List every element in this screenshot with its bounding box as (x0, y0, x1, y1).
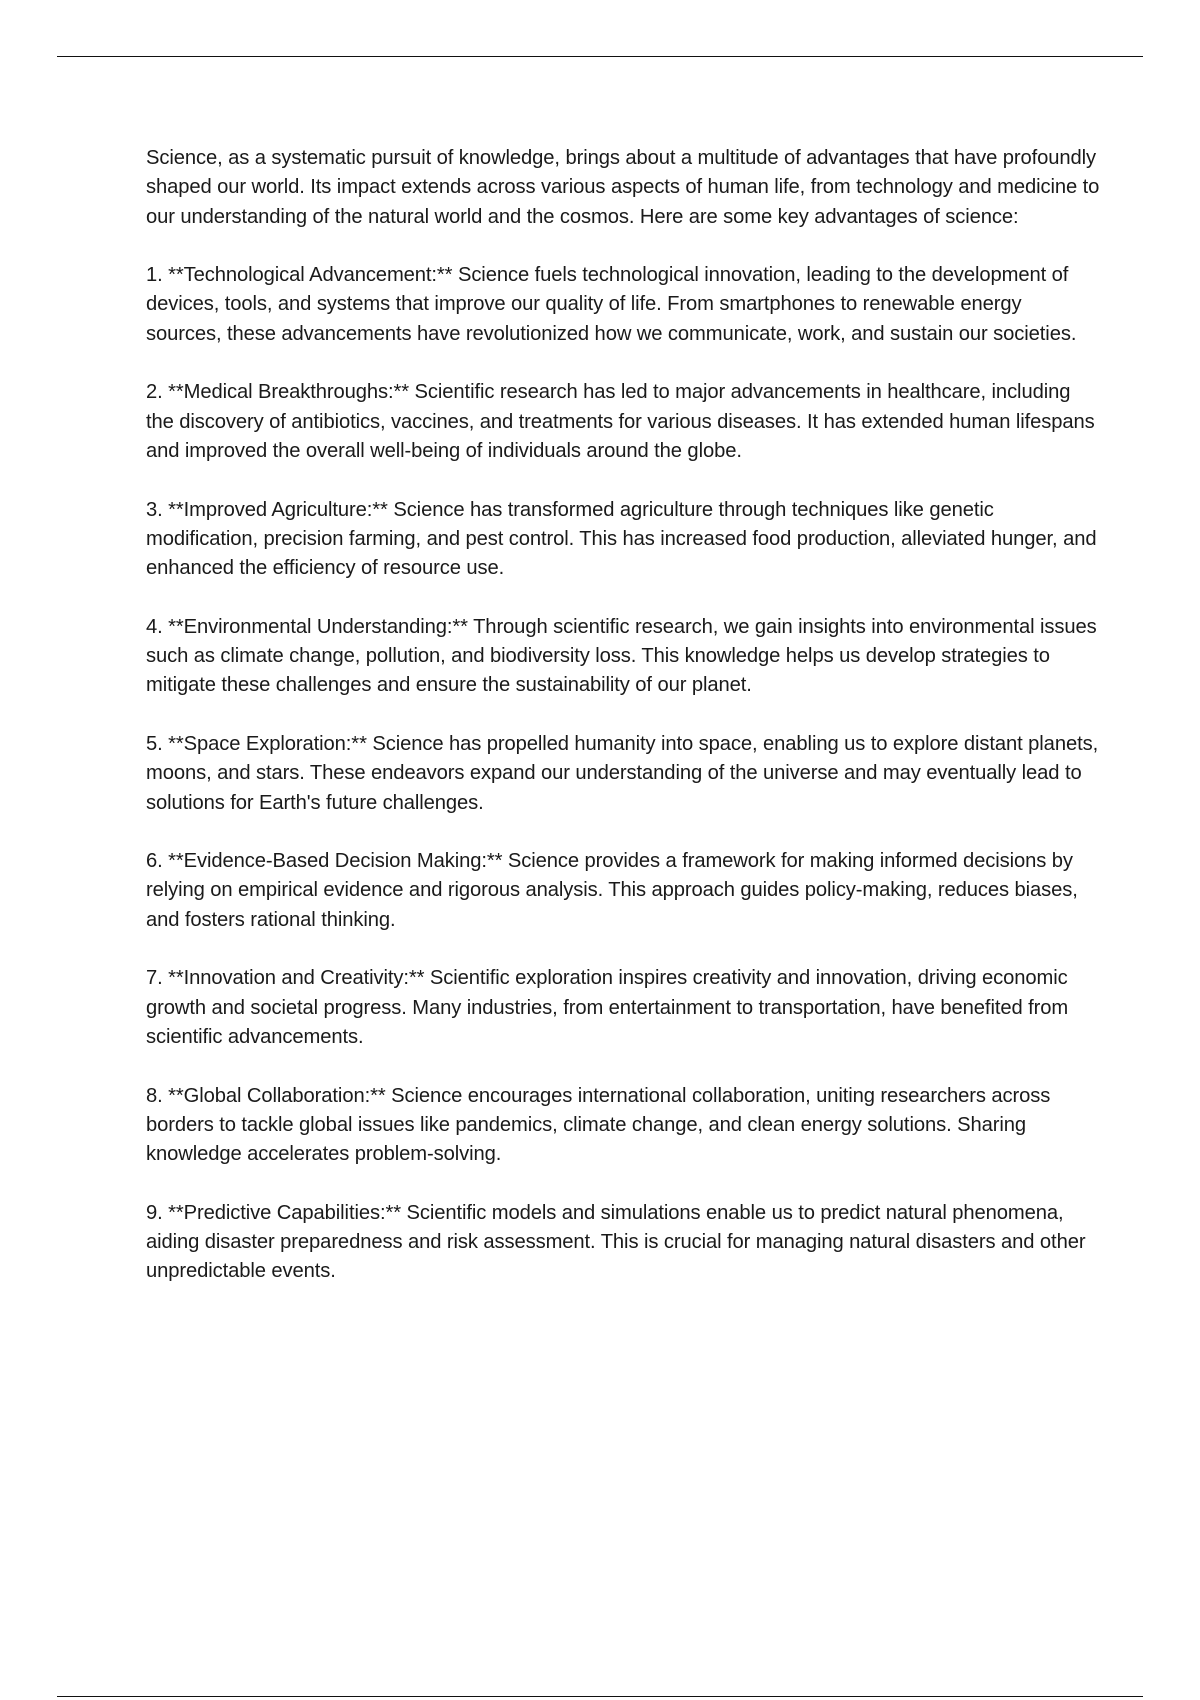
intro-paragraph: Science, as a systematic pursuit of knowledge, brings about a multitude of advantages that have profoundly shaped our world. Its impact extends across various aspects of human life, from technology and medicine to our understanding of the natural world and the cosmos. Here are some key advantages of science: (146, 147, 1100, 228)
list-item: 9. **Predictive Capabilities:** Scientific models and simulations enable us to predict natural phenomena, aiding disaster preparedness and risk assessment. This is crucial for managing natural disasters and other unpredictable events. (146, 1201, 1086, 1283)
list-item: 8. **Global Collaboration:** Science encourages international collaboration, uniting researchers across borders to tackle global issues like pandemics, climate change, and clean energy solutions. Sharing knowledge accelerates problem-solving. (146, 1084, 1051, 1166)
list-item: 4. **Environmental Understanding:** Through scientific research, we gain insights into environmental issues such as climate change, pollution, and biodiversity loss. This knowledge helps us develop strategies to mitigate these challenges and ensure the sustainability of our planet. (146, 615, 1097, 697)
document-body (146, 144, 1100, 1316)
header-rule (57, 56, 1143, 57)
footer-rule (57, 1696, 1143, 1697)
list-item: 1. **Technological Advancement:** Science fuels technological innovation, leading to the development of devices, tools, and systems that improve our quality of life. From smartphones to renewable energy sources, these advancements have revolutionized how we communicate, work, and sustain our societies. (146, 264, 1077, 345)
list-item: 2. **Medical Breakthroughs:** Scientific research has led to major advancements in healthcare, including the discovery of antibiotics, vaccines, and treatments for various diseases. It has extended human lifespans and improved the overall well-being of individuals around the globe. (146, 381, 1095, 462)
list-item: 7. **Innovation and Creativity:** Scientific exploration inspires creativity and innovation, driving economic growth and societal progress. Many industries, from entertainment to transportation, have benefited from scientific advancements. (146, 967, 1069, 1048)
list-item: 5. **Space Exploration:** Science has propelled humanity into space, enabling us to explore distant planets, moons, and stars. These endeavors expand our understanding of the universe and may eventually lead to solutions for Earth's future challenges. (146, 732, 1099, 814)
list-item: 6. **Evidence-Based Decision Making:** Science provides a framework for making informed decisions by relying on empirical evidence and rigorous analysis. This approach guides policy-making, reduces biases, and fosters rational thinking. (146, 850, 1078, 931)
list-item: 3. **Improved Agriculture:** Science has transformed agriculture through techniques like genetic modification, precision farming, and pest control. This has increased food production, alleviated hunger, and enhanced the efficiency of resource use. (146, 498, 1097, 580)
